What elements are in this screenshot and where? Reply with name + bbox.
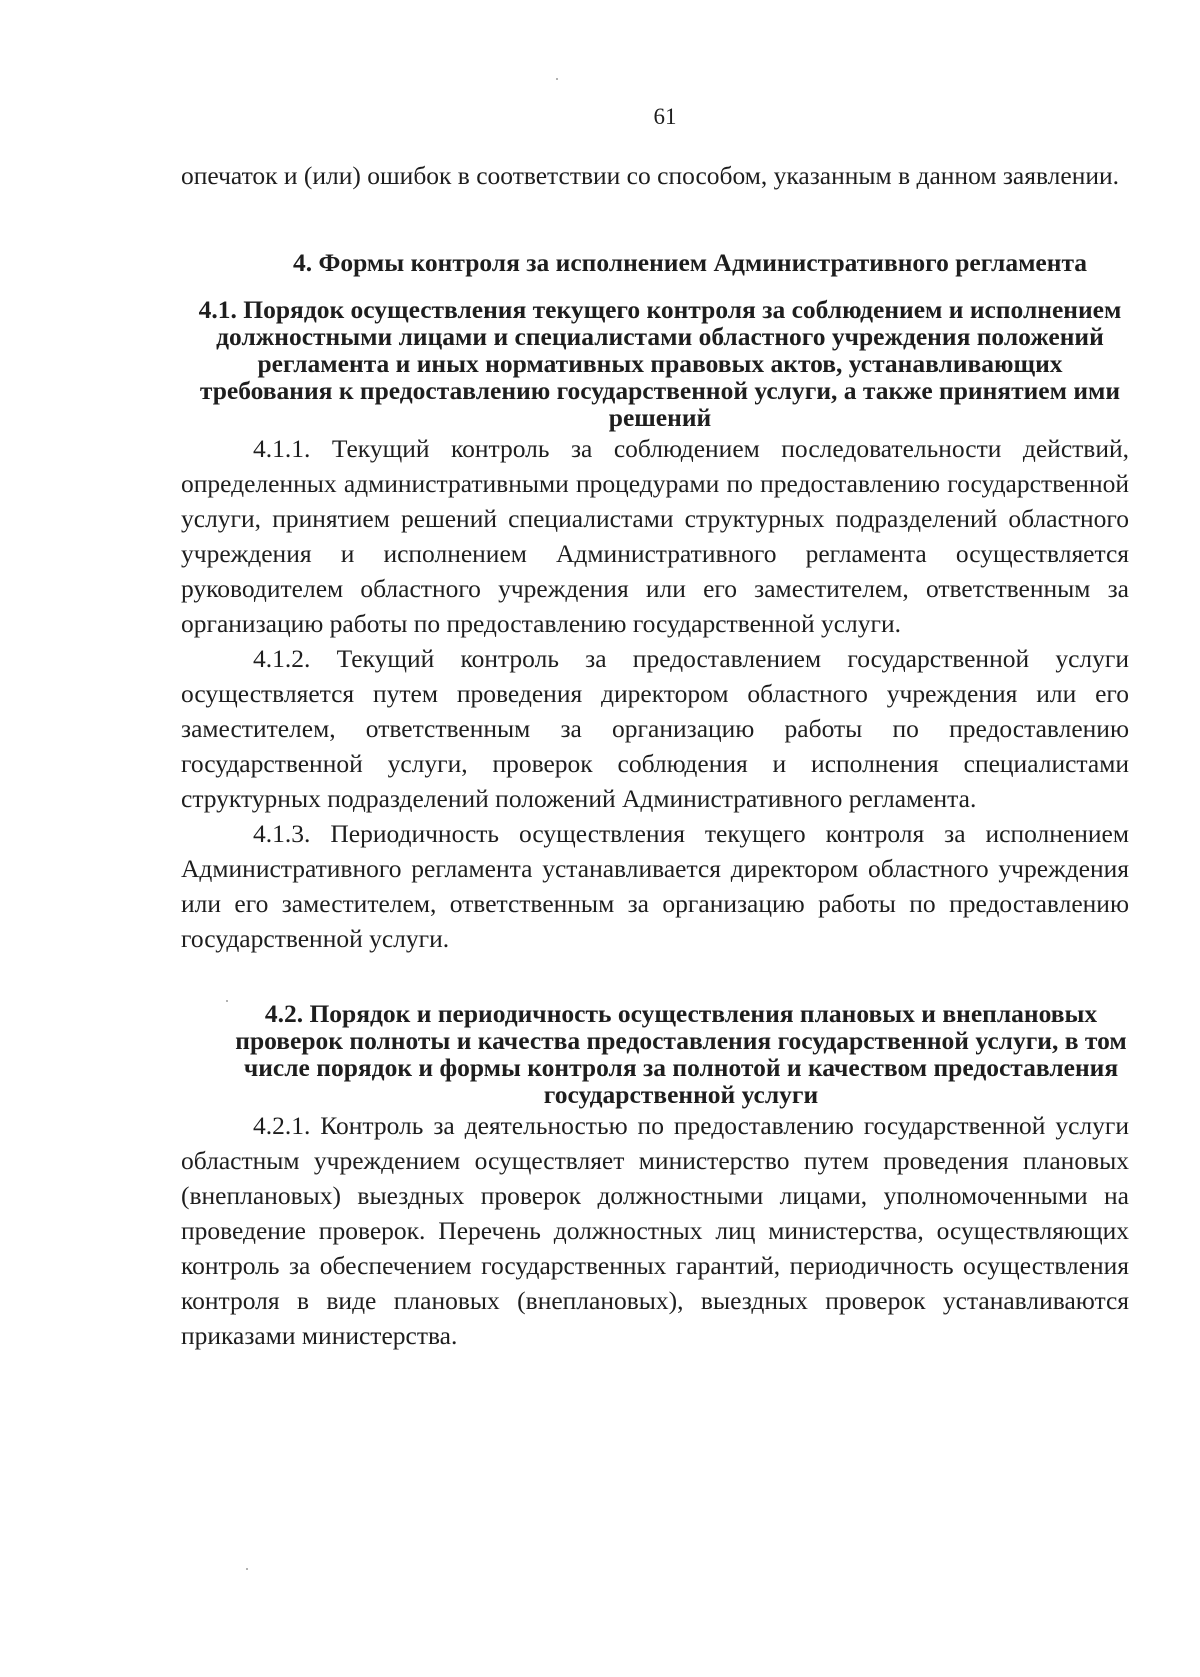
scan-speck — [246, 1568, 248, 1570]
section-4-1-heading: 4.1. Порядок осуществления текущего контроля за соблюдением и исполнением должностными лицами и специалистами областного учреждения положений регламента и иных нормативных правовых актов, устанавливающих требования к предоставлению государственной услуги, а также принятием ими решений — [198, 295, 1122, 432]
paragraph-4-1-1: 4.1.1. Текущий контроль за соблюдением последовательности действий, определенных административными процедурами по предоставлению государственной услуги, принятием решений специалистами структурных подразделений областного учреждения и исполнением Административного регламента осуществляется руководителем областного учреждения или его заместителем, ответственным за организацию работы по предоставлению государственной услуги. — [181, 434, 1129, 638]
intro-paragraph: опечаток и (или) ошибок в соответствии со способом, указанным в данном заявлении. — [181, 161, 1120, 190]
section-4-2-heading: 4.2. Порядок и периодичность осуществления плановых и внеплановых проверок полноты и качества предоставления государственной услуги, в том числе порядок и формы контроля за полнотой и качеством предоставления государственной услуги — [235, 999, 1127, 1109]
paragraph-4-1-2: 4.1.2. Текущий контроль за предоставлением государственной услуги осуществляется путем проведения директором областного учреждения или его заместителем, ответственным за организацию работы по предоставлению государственной услуги, проверок соблюдения и исполнения специалистами структурных подразделений положений Административного регламента. — [181, 644, 1129, 813]
document-body — [181, 158, 1129, 1353]
paragraph-4-1-3: 4.1.3. Периодичность осуществления текущего контроля за исполнением Административного регламента устанавливается директором областного учреждения или его заместителем, ответственным за организацию работы по предоставлению государственной услуги. — [181, 819, 1129, 953]
scan-speck — [556, 78, 558, 80]
page-number: 61 — [653, 104, 677, 129]
paragraph-4-2-1: 4.2.1. Контроль за деятельностью по предоставлению государственной услуги областным учреждением осуществляет министерство путем проведения плановых (внеплановых) выездных проверок должностными лицами, уполномоченными на проведение проверок. Перечень должностных лиц министерства, осуществляющих контроль за обеспечением государственных гарантий, периодичность осуществления контроля в виде плановых (внеплановых), выездных проверок устанавливаются приказами министерства. — [181, 1111, 1129, 1350]
section-4-heading: 4. Формы контроля за исполнением Административного регламента — [292, 248, 1088, 277]
